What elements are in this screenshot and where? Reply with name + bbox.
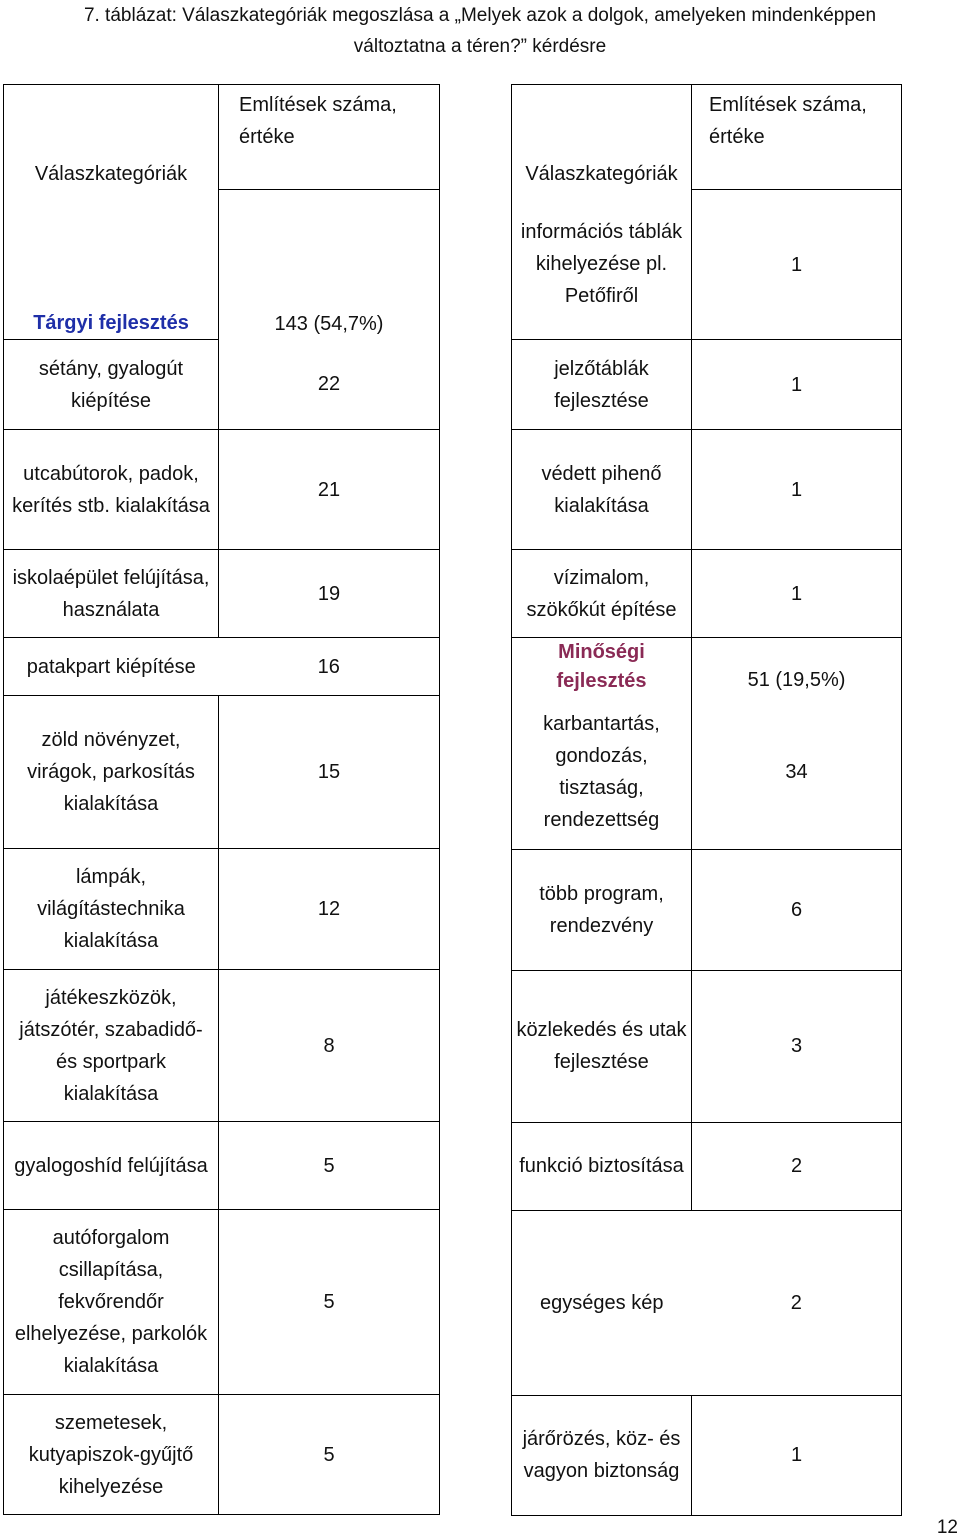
left-header-category-cell <box>4 85 219 190</box>
right-row-value-cell <box>692 1210 902 1395</box>
left-row-value: 8 <box>323 1034 335 1057</box>
left-row-category-cell <box>4 970 219 1122</box>
page-number: 12 <box>936 1517 958 1538</box>
left-row-value: 22 <box>317 373 341 396</box>
right-row-value-cell <box>692 430 902 550</box>
table-row <box>4 1210 440 1395</box>
left-row-category: iskolaépület felújítása, használata <box>12 566 210 621</box>
right-row-category: járőrözés, köz- és vagyon biztonság <box>522 1428 681 1482</box>
left-row-value-cell <box>219 970 440 1122</box>
left-row-category: zöld növényzet, virágok, parkosítás kialakítása <box>27 729 195 815</box>
left-row-value-cell <box>219 1122 440 1210</box>
right-row-category: karbantartás, gondozás, tisztaság, rendezettség <box>543 713 660 832</box>
left-row-category-cell <box>4 638 219 696</box>
left-row-category: patakpart kiépítése <box>26 655 196 678</box>
left-row-value-cell <box>219 340 440 430</box>
table-row <box>4 1395 440 1515</box>
right-row-category: több program, rendezvény <box>539 882 664 937</box>
right-row-category-cell <box>512 849 692 970</box>
left-row-value: 5 <box>323 1154 335 1177</box>
right-row-value: 2 <box>790 1291 802 1314</box>
right-row-value: 3 <box>790 1035 803 1057</box>
right-header-category: Válaszkategóriák <box>525 162 678 185</box>
left-row-value-cell <box>219 849 440 970</box>
right-row-category-cell <box>512 1210 692 1395</box>
caption-line-2: változtatna a téren?” kérdésre <box>353 36 607 57</box>
right-row-value: 1 <box>790 1444 803 1466</box>
table-row <box>4 430 440 550</box>
table-row <box>512 696 902 849</box>
left-row-value: 16 <box>317 655 340 678</box>
left-row-value: 15 <box>317 761 341 783</box>
left-row-value-cell <box>219 638 440 696</box>
right-row-value-cell <box>692 1122 902 1210</box>
table-row <box>4 638 440 696</box>
table-row <box>4 696 440 849</box>
left-row-value: 19 <box>317 582 341 605</box>
right-row-category-cell <box>512 340 692 430</box>
table-row <box>512 430 902 550</box>
left-row-category-cell <box>4 849 219 970</box>
right-row-category-cell <box>512 190 692 340</box>
right-row-value: 1 <box>790 373 803 396</box>
left-group-value-cell <box>219 190 440 340</box>
table-row <box>4 340 440 430</box>
right-row-value-cell <box>692 849 902 970</box>
table-row <box>512 190 902 340</box>
left-header-count-cell <box>219 85 440 190</box>
right-group-cell <box>512 638 692 697</box>
right-row-value-cell <box>692 1395 902 1515</box>
right-table <box>511 84 902 1516</box>
right-row-value: 6 <box>790 898 803 921</box>
left-row-category-cell <box>4 340 219 430</box>
right-row-category-cell <box>512 550 692 638</box>
left-row-category-cell <box>4 696 219 849</box>
right-row-category: közlekedés és utak fejlesztése <box>516 1019 687 1073</box>
left-row-value: 21 <box>317 478 341 501</box>
right-row-category: vízimalom, szökőkút építése <box>526 566 677 621</box>
right-row-value: 1 <box>790 582 803 605</box>
right-row-value-cell <box>692 970 902 1122</box>
right-row-category: funkció biztosítása <box>519 1155 684 1177</box>
left-row-value-cell <box>219 1210 440 1395</box>
table-caption <box>0 0 960 62</box>
right-row-category: egységes kép <box>540 1291 664 1314</box>
left-row-value-cell <box>219 1395 440 1515</box>
right-header-count-cell <box>692 85 902 190</box>
left-row-category: lámpák, világítástechnika kialakítása <box>37 866 185 952</box>
table-row <box>512 849 902 970</box>
table-row <box>4 1122 440 1210</box>
left-row-category: utcabútorok, padok, kerítés stb. kialakítása <box>12 462 210 517</box>
left-row-category-cell <box>4 1122 219 1210</box>
right-row-value: 1 <box>790 253 803 276</box>
left-group-label: Tárgyi fejlesztés <box>33 312 189 334</box>
right-row-category: védett pihenő kialakítása <box>541 462 662 517</box>
table-row <box>512 1122 902 1210</box>
left-row-value-cell <box>219 696 440 849</box>
right-row-category-cell <box>512 970 692 1122</box>
right-row-category: információs táblák kihelyezése pl. Petőfiről <box>520 221 683 308</box>
table-row <box>4 970 440 1122</box>
right-row-category-cell <box>512 1122 692 1210</box>
table-row <box>4 550 440 638</box>
left-table <box>3 84 440 1515</box>
right-row-value-cell <box>692 340 902 430</box>
left-row-category: sétány, gyalogút kiépítése <box>38 357 184 412</box>
right-row-value: 1 <box>790 478 803 501</box>
left-row-category-cell <box>4 1395 219 1515</box>
right-row-value-cell <box>692 696 902 849</box>
left-row-category: autóforgalom csillapítása, fekvőrendőr elhelyezése, parkolók kialakítása <box>14 1227 208 1377</box>
left-row-value-cell <box>219 430 440 550</box>
right-group-label: Minőségi fejlesztés <box>556 641 647 692</box>
left-row-category-cell <box>4 1210 219 1395</box>
right-group-value-cell <box>692 638 902 697</box>
right-row-category-cell <box>512 696 692 849</box>
right-row-value-cell <box>692 190 902 340</box>
right-group-value: 51 (19,5%) <box>747 669 846 691</box>
left-row-category: szemetesek, kutyapiszok-gyűjtő kihelyezése <box>28 1411 194 1498</box>
left-header-count: Említések száma, értéke <box>239 94 397 148</box>
left-row-category: gyalogoshíd felújítása <box>14 1154 208 1177</box>
left-row-value: 5 <box>323 1443 335 1466</box>
right-row-category-cell <box>512 430 692 550</box>
table-row <box>512 1395 902 1515</box>
table-row <box>512 340 902 430</box>
table-row <box>512 550 902 638</box>
table-row <box>512 970 902 1122</box>
left-row-value: 5 <box>323 1291 335 1313</box>
right-row-category-cell <box>512 1395 692 1515</box>
right-row-value: 2 <box>790 1155 803 1177</box>
right-row-value-cell <box>692 550 902 638</box>
left-header-category: Válaszkategóriák <box>34 162 188 185</box>
right-row-value: 34 <box>785 761 808 784</box>
caption-line-1: 7. táblázat: Válaszkategóriák megoszlása a „Melyek azok a dolgok, amelyeken mindenképpen <box>83 5 877 26</box>
table-row <box>512 1210 902 1395</box>
table-row <box>4 849 440 970</box>
left-group-cell <box>4 190 219 340</box>
left-row-category-cell <box>4 430 219 550</box>
right-row-category: jelzőtáblák fejlesztése <box>554 357 649 412</box>
left-row-category: játékeszközök, játszótér, szabadidő- és sportpark kialakítása <box>19 986 203 1105</box>
right-header-category-cell <box>512 85 692 190</box>
right-header-count: Említések száma, értéke <box>709 94 867 148</box>
left-group-value: 143 (54,7%) <box>274 312 384 335</box>
left-row-category-cell <box>4 550 219 638</box>
left-row-value-cell <box>219 550 440 638</box>
left-row-value: 12 <box>317 898 341 920</box>
